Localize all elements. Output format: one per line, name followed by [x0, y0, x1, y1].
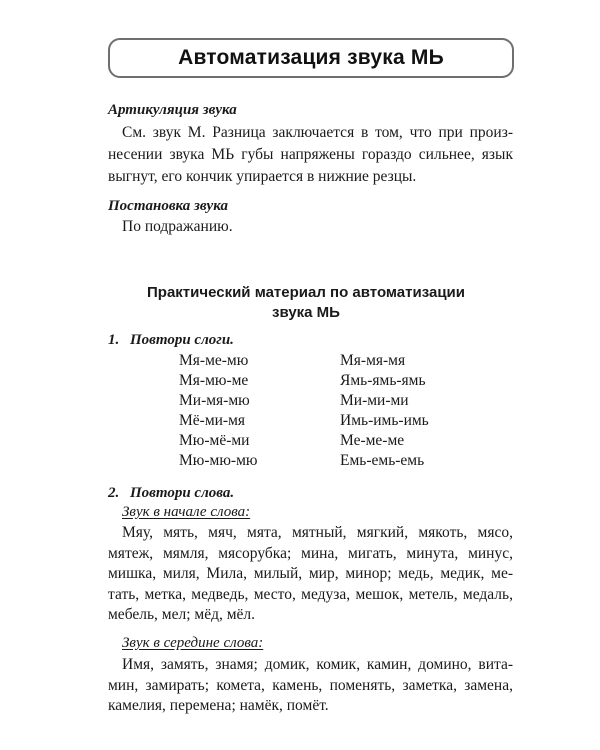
word-line: мин, замирать; комета, камень, поменять, заметка, замена, [108, 676, 513, 694]
task1-heading [108, 332, 234, 349]
word-line: Мяу, мять, мяч, мята, мятный, мягкий, мякоть, мясо, [122, 524, 513, 541]
middle-words-paragraph [108, 655, 513, 717]
articulation-line: выгнут, его кончик упирается в нижние резцы. [108, 168, 417, 185]
syllable: Емь-емь-емь [340, 452, 425, 469]
syllable: Ми-мя-мю [179, 392, 250, 409]
setting-text: По подражанию. [122, 218, 233, 235]
setting-heading: Постановка звука [108, 198, 228, 214]
page-title: Автоматизация звука МЬ [178, 46, 444, 69]
title-box [108, 38, 514, 78]
syllable: Мя-ме-мю [179, 352, 249, 369]
word-line: камелия, перемена; намёк, помёт. [108, 697, 329, 714]
task2-label: Повтори слова. [130, 485, 235, 501]
task1-number: 1. [108, 332, 120, 348]
syllable: Мю-мё-ми [179, 432, 250, 449]
articulation-line: См. звук М. Разница заключается в том, что при произ- [122, 124, 513, 141]
word-line: мишка, миля, Мила, милый, мир, минор; медь, медик, ме- [108, 565, 513, 582]
practical-heading-line2: звука МЬ [272, 304, 340, 321]
articulation-line: несении звука МЬ губы напряжены гораздо сильнее, язык [108, 146, 513, 163]
syllables-right [340, 352, 429, 472]
syllable: Ми-ми-ми [340, 392, 409, 409]
practical-heading-line1: Практический материал по автоматизации [147, 284, 465, 301]
syllable: Ямь-ямь-ямь [340, 372, 426, 389]
word-line: мятеж, мямля, мясорубка; мина, мигать, минута, минус, [108, 544, 513, 562]
word-line: тать, метка, медведь, место, медуза, мешок, метель, медаль, [108, 585, 513, 603]
syllable: Ме-ме-ме [340, 432, 405, 449]
syllables-left [179, 352, 257, 472]
syllable: Имь-имь-имь [340, 412, 429, 429]
syllable: Мё-ми-мя [179, 412, 246, 429]
start-position-heading: Звук в начале слова: [122, 504, 251, 520]
middle-position-heading: Звук в середине слова: [122, 635, 264, 651]
task1-label: Повтори слоги. [130, 332, 234, 348]
syllable: Мя-мю-ме [179, 372, 249, 389]
word-line: Имя, замять, знамя; домик, комик, камин, домино, вита- [122, 656, 513, 673]
syllable: Мя-мя-мя [340, 352, 406, 369]
start-words-paragraph [108, 523, 513, 626]
task2-number: 2. [108, 485, 120, 501]
articulation-heading: Артикуляция звука [108, 102, 237, 118]
syllable: Мю-мю-мю [179, 452, 258, 469]
word-line: мебель, мел; мёд, мёл. [108, 606, 256, 623]
articulation-paragraph [108, 122, 513, 188]
task2-heading [108, 485, 234, 502]
